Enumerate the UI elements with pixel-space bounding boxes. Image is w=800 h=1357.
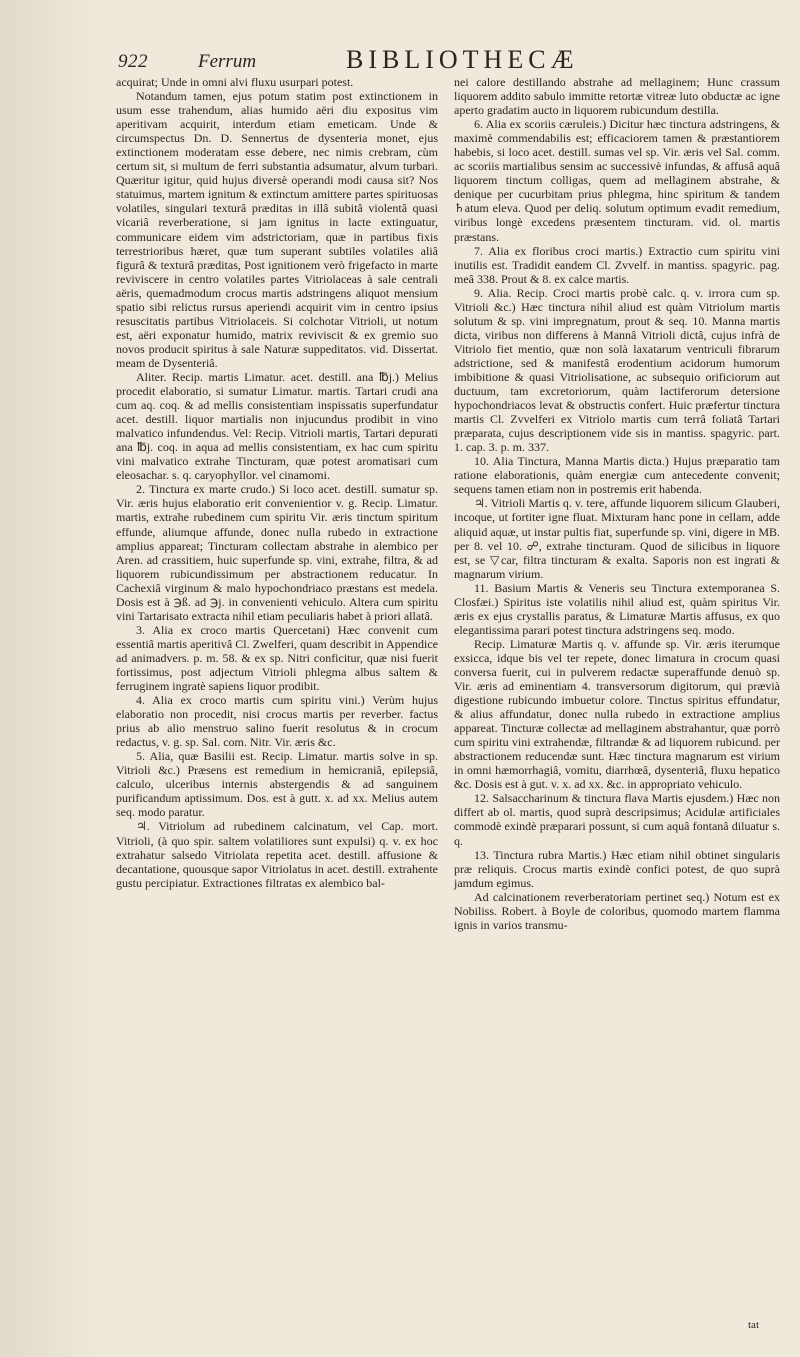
paragraph: 2. Tinctura ex marte crudo.) Si loco acet. destill. sumatur sp. Vir. æris hujus elaboratio erit convenientior v. g. Recip. Limatur. martis, extrahe rubedinem cum spiritu Vir. æris tinctum spiritum effunde, aliumque affunde, donec nulla rubedo in extractione amplius appareat; Tincturam collectam abstrahe in alembico per Aren. ad crassitiem, huic superfunde sp. vini, extrahe, filtra, & ad liquorem rubicundissimum per abstractionem reducatur. In Cachexiâ virginum & malo hypochondriaco præstans est medela. Dosis est à ℈ß. ad ℈j. in convenienti vehiculo. Altera cum spiritu vini Tartarisato extracta nihil etiam peculiaris habet à priori allatâ.: [116, 482, 438, 623]
page-header: [110, 45, 670, 76]
paragraph: ♃. Vitrioli Martis q. v. tere, affunde liquorem silicum Glauberi, incoque, ut fortiter igne fluat. Mixturam hanc pone in cellam, adde aliquid aquæ, ut instar pultis fiat, superfunde sp. vini, digere in MB. per 8. vel 10. ☍, extrahe tincturam. Quod de silicibus in liquore est, se ▽car, filtra tincturam & exalta. Saporis non est ingrati & magnarum virium.: [454, 496, 780, 581]
paragraph: 5. Alia, quæ Basilii est. Recip. Limatur. martis solve in sp. Vitrioli &c.) Præsens est remedium in hemicraniâ, epilepsiâ, calculo, ulceribus internis abstergendis & ad sanguinem purificandum aptissimum. Dos. est à gutt. x. ad xx. Melius autem seq. modo paratur.: [116, 749, 438, 820]
running-title: BIBLIOTHECÆ: [346, 45, 579, 74]
right-column: [454, 75, 780, 932]
paragraph: 7. Alia ex floribus croci martis.) Extractio cum spiritu vini inutilis est. Tradidit eandem Cl. Zvvelf. in mantiss. spagyric. pag. meâ 338. Prout & 8. ex calce martis.: [454, 243, 780, 286]
left-column: [116, 75, 438, 890]
paragraph: nei calore destillando abstrahe ad mellaginem; Hunc crassum liquorem addito sabulo immitte retortæ vitreæ luto obductæ ac igne aperto gradatim aucto in liquorem rubicundum destilla.: [454, 75, 780, 118]
catchword: tat: [748, 1319, 759, 1331]
running-head-left: Ferrum: [198, 51, 257, 72]
paragraph: Aliter. Recip. martis Limatur. acet. destill. ana ℔j.) Melius procedit elaboratio, si sumatur Limatur. martis. Tartari crudi ana cum aq. coq. & ad mellis consistentiam inspissatis superfundatur acet. destill. liquor martialis non injucundus prodibit in vino malvatico infundendus. Vel: Recip. Vitrioli martis, Tartari depurati ana ℔j. coq. in aqua ad mellis consistentiam, ex hac cum spiritu vini malvatico extrahe Tincturam, quæ potest aromatisari cum eleosachar. s. q. caryophyllor. vel cinamomi.: [116, 369, 438, 483]
paragraph: 9. Alia. Recip. Croci martis probè calc. q. v. irrora cum sp. Vitrioli &c.) Hæc tinctura nihil aliud est quàm Vitriolum martis solutum & sp. vini impregnatum, prout & seq. 10. Manna martis dicta, viribus non differens à Mannâ Vitrioli dictâ, cujus infrà de Vitriolo fiet mentio, quæ non solà laxatarum ventriculi fibrarum adstrictione, sed & manifestâ erodentium acidorum humorum imbibitione & quasi Vitriolisatione, ac subsequio orificiorum aut ductuum, tam excretoriorum, quàm lactiferorum detersione hypochondriacos levat & obstructis confert. Huic præfertur tinctura martis Cl. Zvvelferi ex Vitriolo martis cum terrâ foliatâ Tartari præparata, cujus descriptionem vide sis in mantiss. spagyric. part. 1. cap. 3. p. m. 337.: [454, 285, 780, 455]
paragraph: 12. Salsaccharinum & tinctura flava Martis ejusdem.) Hæc non differt ab ol. martis, quod suprà descripsimus; Acidulæ artificiales commodè exindè præparari possunt, si cum aquâ fontanâ diluatur s. q.: [454, 791, 780, 848]
paragraph: Recip. Limaturæ Martis q. v. affunde sp. Vir. æris iterumque exsicca, idque bis vel ter repete, donec limatura in crocum quasi conversa fuerit, cui in pulverem redactæ superaffunde denuò sp. Vir. æris ad eminentiam 4. transversorum digitorum, qui prævià digestione rubicundo imbuetur colore. Tinctus spiritus effundatur, & alius affundatur, donec nulla rubedo in extractione amplius appareat. Tincturæ collectæ ad mellaginem abstrahantur, quæ porrò cum spiritu vini extrahendæ, filtrandæ & ad liquorem rubicund. per abstractionem reducendæ sunt. Hæc tinctura magnarum est virium in omni hæmorrhagiâ, vomitu, diarrhœâ, dysenteriâ, fluxu hepatico &c. Dosis est à gut. v. x. ad xx. &c. in appropriato vehiculo.: [454, 636, 780, 792]
paragraph: 4. Alia ex croco martis cum spiritu vini.) Verùm hujus elaboratio non procedit, nisi crocus martis per reverber. factus prius ab alio menstruo salino fuerit resolutus & in crocum redactus, v. g. sp. Sal. com. Nitr. Vir. æris &c.: [116, 693, 438, 750]
paragraph: 10. Alia Tinctura, Manna Martis dicta.) Hujus præparatio tam ratione elaborationis, quàm energiæ cum antecedente convenit; sequens tamen etiam non in postremis erit habenda.: [454, 454, 780, 497]
page-gutter-shadow: [0, 0, 100, 1357]
page-number: 922: [118, 51, 148, 72]
paragraph: 13. Tinctura rubra Martis.) Hæc etiam nihil obtinet singularis præ reliquis. Crocus martis exindè confici potest, de quo suprà jamdum egimus.: [454, 847, 780, 890]
paragraph: 11. Basium Martis & Veneris seu Tinctura extemporanea S. Closfæi.) Spiritus iste volatilis nihil aliud est, quàm spiritus Vir. æris ex ejus crystallis paratus, & Limaturæ Martis affusus, ex quo elegantissima parari potest tinctura adstringens seq. modo.: [454, 580, 780, 637]
paragraph: Ad calcinationem reverberatoriam pertinet seq.) Notum est ex Nobiliss. Robert. à Boyle de coloribus, quomodo martem flamma ignis in varios transmu-: [454, 889, 780, 932]
paragraph: acquirat; Unde in omni alvi fluxu usurpari potest.: [116, 75, 354, 89]
paragraph: 3. Alia ex croco martis Quercetani) Hæc convenit cum essentiâ martis aperitivâ Cl. Zwelferi, quam describit in Appendice ad animadvers. p. m. 58. & ex sp. Nitri conficitur, quæ nisi fuerit fortissimus, post adjectum Vitrioli phlegma albus saltem & ferruginem ingratè sapiens liquor prodibit.: [116, 622, 438, 694]
paragraph: ♃. Vitriolum ad rubedinem calcinatum, vel Cap. mort. Vitrioli, (à quo spir. saltem volatiliores sunt expulsi) q. v. ex hoc extrahatur salsedo Vitriolata repetita acet. destill. affusione & decantatione, quousque sapor Vitriolatus in acet. destill. extrahente gustu percipiatur. Extractiones filtratas ex alembico bal-: [116, 819, 438, 890]
paragraph: 6. Alia ex scoriis cæruleis.) Dicitur hæc tinctura adstringens, & maximè commendabilis est; efficaciorem tamen & præstantiorem habebis, si loco acet. destill. sumas vel sp. Vir. æris vel Sal. comm. ac scoriis martialibus sensim ac successivè infundas, & affusâ aquâ liquorem tinctum colligas, quem ad mellaginem abstrahe, & denique per cucurbitam prius phlegma, hinc spiritum & tandem ♄atum eleva. Quod per deliq. solutum optimum evadit remedium, viribus longè excedens præsentem tincturam. vid. ol. martis præstans.: [454, 117, 780, 244]
paragraph: Notandum tamen, ejus potum statim post extinctionem in usum esse trahendum, alias humido aëri diu expositus vim aperitivam acquirit, interdum etiam emeticam. Unde & circumspectus Dn. D. Sennertus de dysenteria monet, ejus extinctionem moderatam esse debere, nec nimis crebram, cùm certum sit, si multum de ferri substantia adsumatur, alvum turbari. Quæritur igitur, quid hujus diversè operandi modi causa sit? Nos statuimus, martem ignitum & extinctum amittere partes spirituosas volatiles, singulari texturâ præditas in illâ subitâ violentâ quasi vicariâ reverberatione, si jam ignitus in lacte extinguatur, communicare eidem vim adstrictoriam, quæ in partibus fixis terrestrioribus hæret, quæ tum superant subtiles volatiles aliâ figurâ & texturâ præditas, Post ignitionem verò frigefacto in marte reviviscere in centro volatiles partes Vitriolaceas à sale centrali aëris, quemadmodum crocus martis adstringens aliquot mensium spatio sibi relictus rursus aperiendi acquirit vim in centro ipsius resuscitatis partibus Vitriolaceis. Si colchotar Vitrioli, ut notum est, aëri exponatur humido, matrix reviviscit & ex gremio suo novos producit spiritus à sale Naturæ suppeditatos. vid. Dissertat. meam de Dysenteriâ.: [116, 89, 438, 370]
